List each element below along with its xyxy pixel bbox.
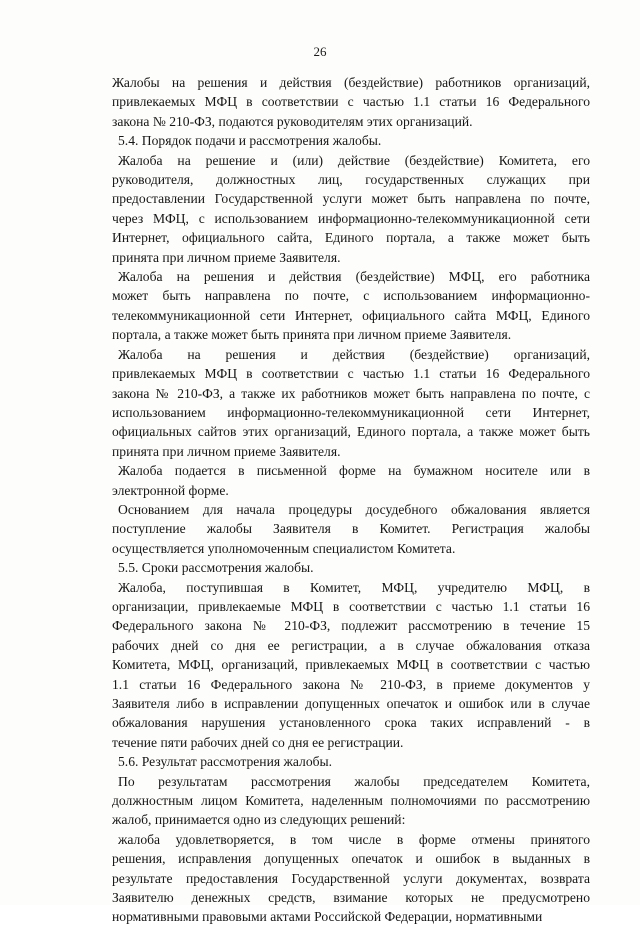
- text-line: По результатам рассмотрения жалобы председателем Комитета,: [118, 773, 590, 789]
- text-line: обжалования нарушения установленного срока таких исправлений - в: [112, 715, 590, 731]
- text-line: через МФЦ, с использованием информационно-телекоммуникационной сети: [112, 210, 590, 226]
- paragraph: [112, 131, 590, 150]
- text-line: электронной форме.: [112, 482, 229, 498]
- text-line: 1.1 статьи 16 Федерального закона № 210-ФЗ, в приеме документов у: [112, 676, 590, 692]
- text-line: Жалоба на решения и действия (бездействие) МФЦ, его работника: [118, 269, 590, 285]
- text-line: использованием информационно-телекоммуникационной сети Интернет,: [112, 404, 590, 420]
- text-line: Заявителю денежных средств, взимание которых не предусмотрено: [112, 890, 590, 906]
- text-line: осуществляется уполномоченным специалистом Комитета.: [112, 540, 456, 556]
- text-line: принята при личном приеме Заявителя.: [112, 249, 341, 265]
- page-number: 26: [313, 44, 327, 59]
- text-line: Основанием для начала процедуры досудебного обжалования является: [118, 501, 590, 517]
- text-line: решения, исправления допущенных опечаток и ошибок в выданных в: [112, 851, 590, 867]
- text-line: нормативными правовыми актами Российской Федерации, нормативными: [112, 909, 543, 925]
- paragraph: [112, 267, 590, 345]
- text-line: течение пяти рабочих дней со дня ее регистрации.: [112, 734, 404, 750]
- text-line: закона № 210-ФЗ, подаются руководителям этих организаций.: [112, 113, 473, 129]
- text-line: 5.4. Порядок подачи и рассмотрения жалобы.: [118, 133, 382, 149]
- paragraph: [112, 345, 590, 461]
- text-line: 5.5. Сроки рассмотрения жалобы.: [118, 560, 314, 576]
- text-line: телекоммуникационной сети Интернет, официального сайта МФЦ, Единого: [112, 307, 590, 323]
- text-line: привлекаемых МФЦ в соответствии с частью 1.1 статьи 16 Федерального: [112, 366, 590, 382]
- text-line: Федерального закона № 210-ФЗ, подлежит рассмотрению в течение 15: [112, 618, 590, 634]
- text-line: Заявителя либо в исправлении допущенных опечаток и ошибок или в случае: [112, 696, 590, 711]
- paragraph: [112, 830, 590, 927]
- paragraph: [112, 772, 590, 830]
- paragraph: [112, 73, 590, 131]
- paragraph: [112, 151, 590, 267]
- text-line: может быть направлена по почте, с использованием информационно-: [112, 288, 590, 304]
- text-line: Комитета, МФЦ, организаций, привлекаемых МФЦ в соответствии с частью: [112, 657, 590, 673]
- text-line: официальных сайтов этих организаций, Единого портала, а также может быть: [112, 424, 590, 440]
- text-line: 5.6. Результат рассмотрения жалобы.: [118, 754, 333, 770]
- text-line: портала, а также может быть принята при личном приеме Заявителя.: [112, 327, 512, 343]
- text-line: рабочих дней со дня ее регистрации, а в случае обжалования отказа: [112, 637, 590, 653]
- text-line: организации, привлекаемые МФЦ в соответствии с частью 1.1 статьи 16: [112, 598, 590, 614]
- paragraph: [112, 752, 590, 771]
- text-line: должностным лицом Комитета, наделенным полномочиями по рассмотрению: [112, 793, 590, 809]
- text-line: жалоба удовлетворяется, в том числе в форме отмены принятого: [118, 831, 590, 847]
- text-line: привлекаемых МФЦ в соответствии с частью 1.1 статьи 16 Федерального: [112, 94, 590, 110]
- document-body: [112, 73, 590, 927]
- text-line: Интернет, официального сайта, Единого портала, а также может быть: [112, 230, 590, 246]
- text-line: Жалоба подается в письменной форме на бумажном носителе или в: [118, 463, 590, 479]
- text-line: поступление жалобы Заявителя в Комитет. Регистрация жалобы: [112, 521, 590, 537]
- paragraph: [112, 578, 590, 753]
- paragraph: [112, 500, 590, 558]
- text-line: результате предоставления Государственной услуги документах, возврата: [112, 870, 590, 886]
- text-line: руководителя, должностных лиц, государственных служащих при: [112, 172, 590, 188]
- text-line: предоставлении Государственной услуги может быть направлена по почте,: [112, 191, 590, 207]
- text-line: Жалоба, поступившая в Комитет, МФЦ, учредителю МФЦ, в: [118, 579, 590, 595]
- paragraph: [112, 461, 590, 500]
- text-line: Жалоба на решение и (или) действие (бездействие) Комитета, его: [118, 152, 590, 168]
- paragraph: [112, 558, 590, 577]
- text-line: Жалоба на решения и действия (бездействие) организаций,: [118, 346, 590, 362]
- text-line: Жалобы на решения и действия (бездействие) работников организаций,: [112, 75, 590, 90]
- text-line: принята при личном приеме Заявителя.: [112, 443, 341, 459]
- text-line: жалоб, принимается одно из следующих решений:: [112, 812, 406, 828]
- text-line: закона № 210-ФЗ, а также их работников может быть направлена по почте, с: [112, 385, 590, 401]
